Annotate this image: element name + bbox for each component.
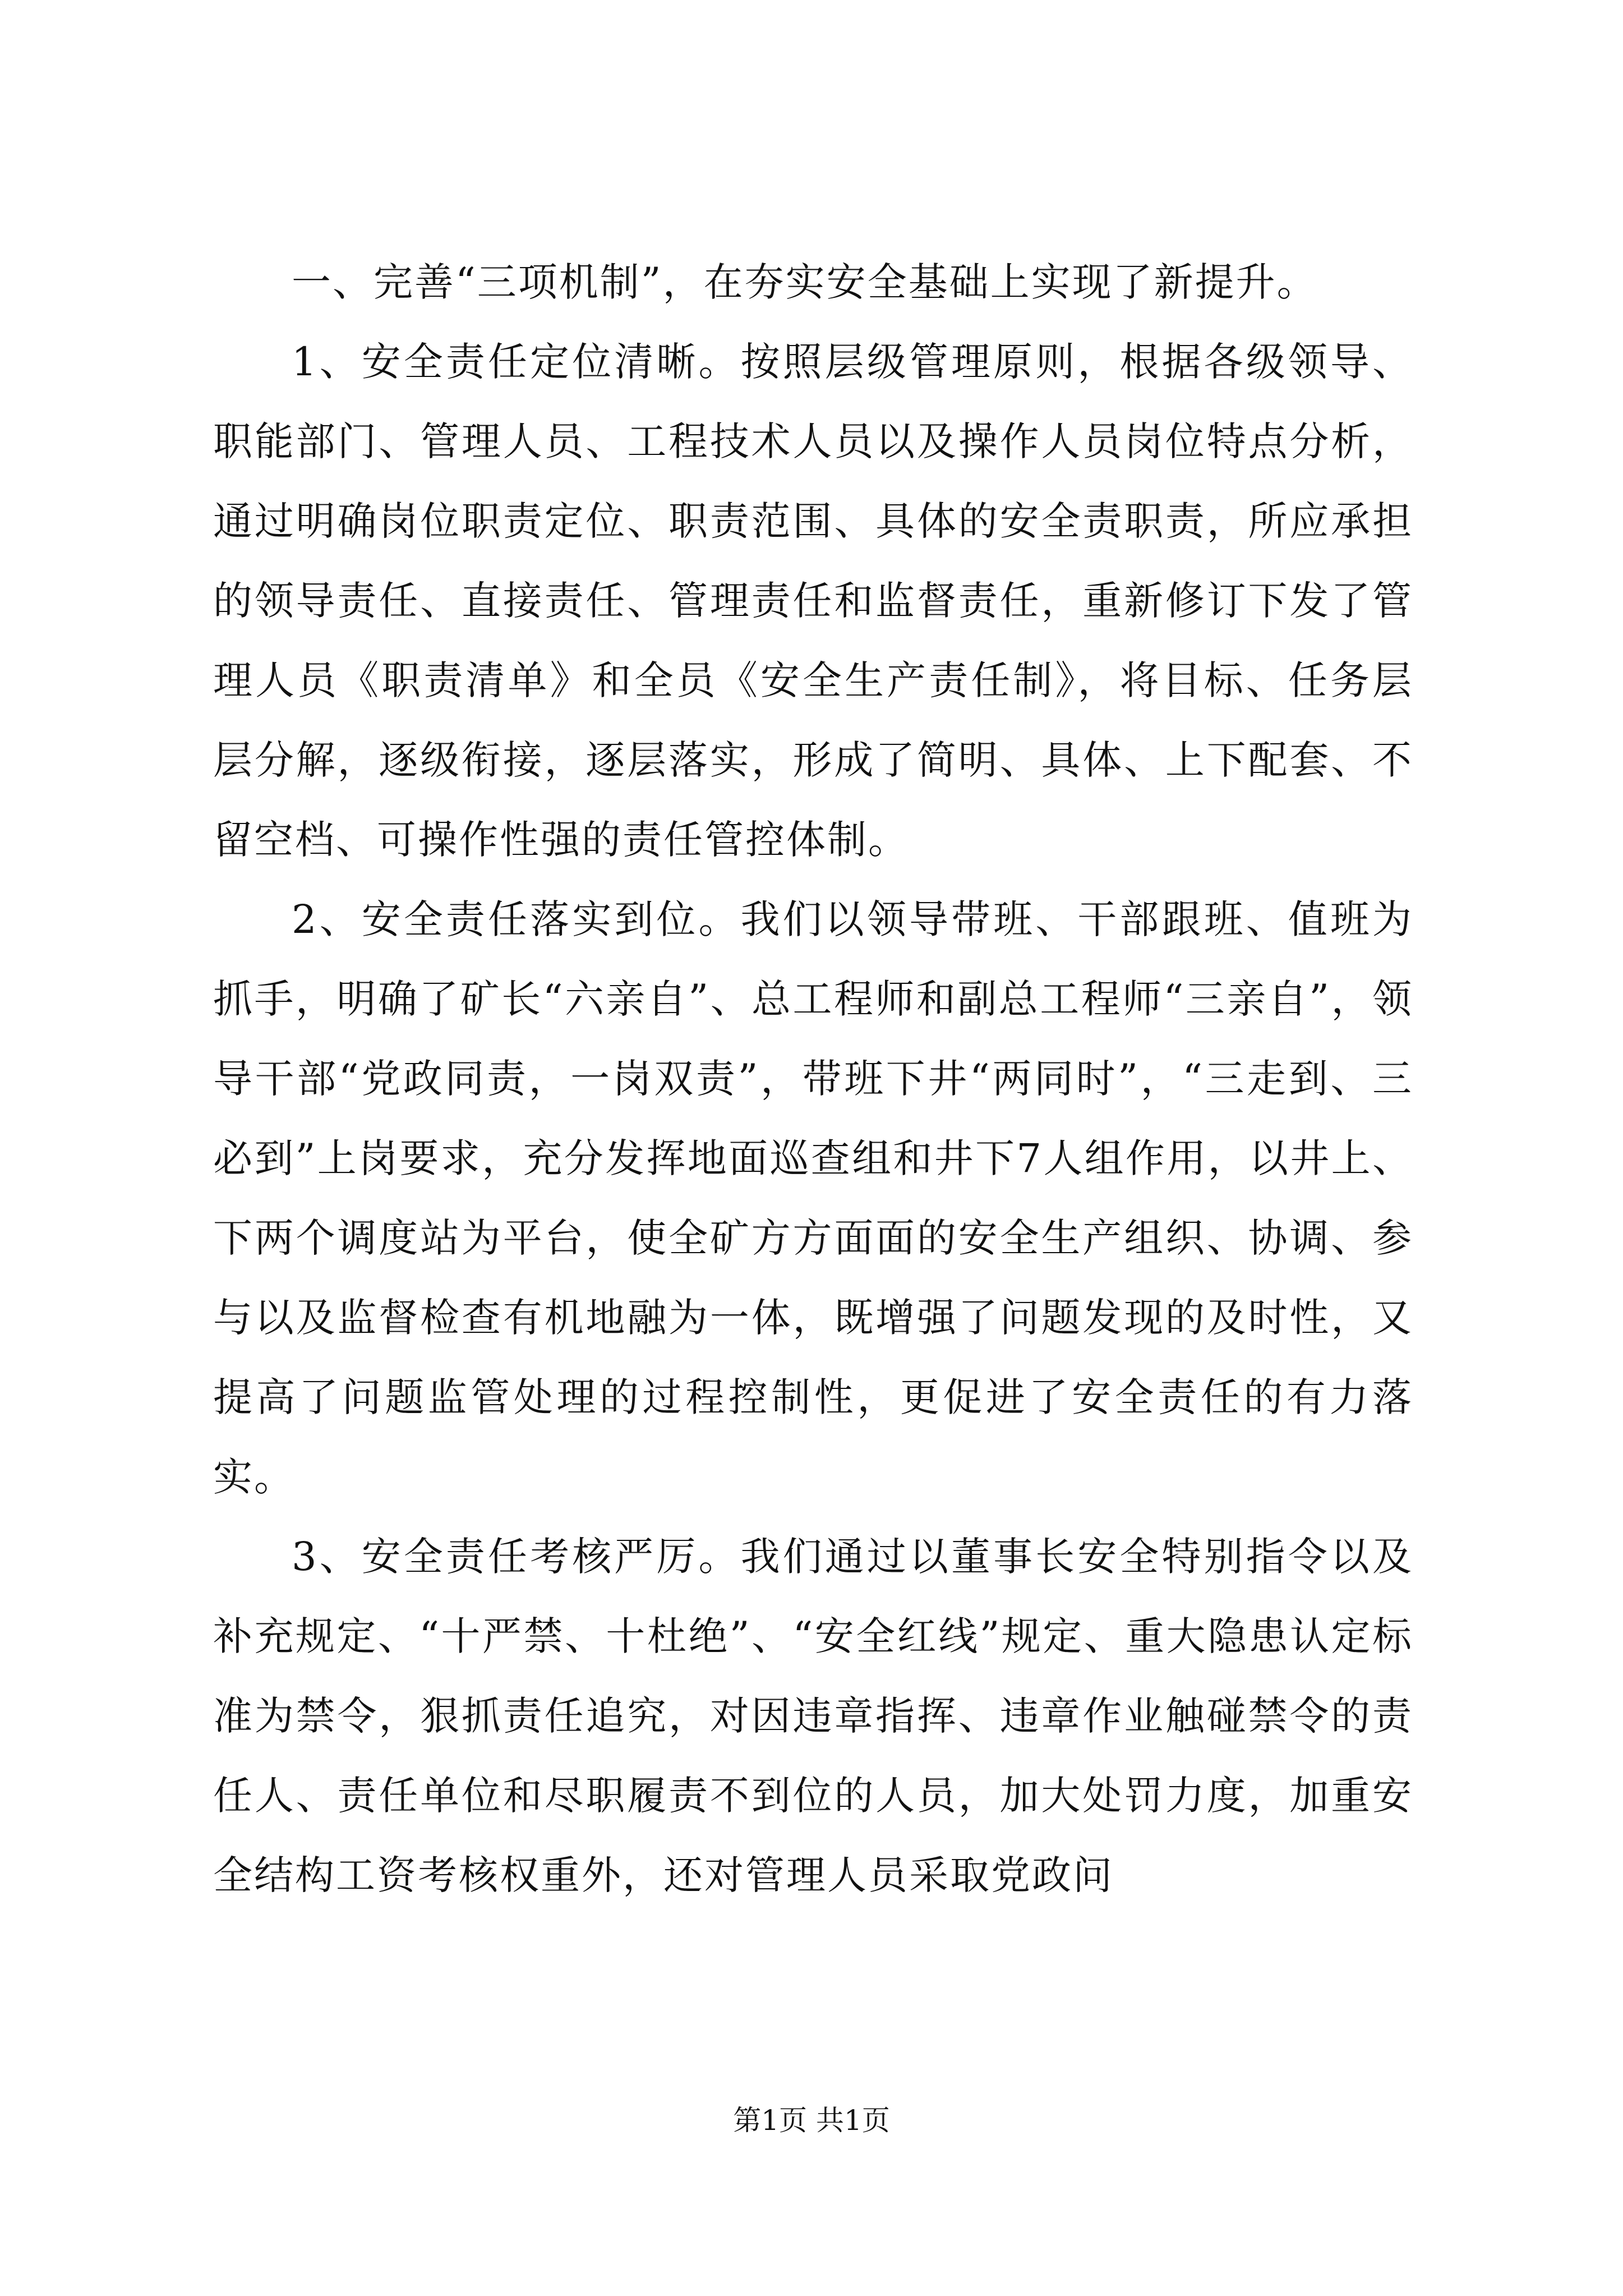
page-footer: 第1页 共1页	[733, 2104, 890, 2137]
paragraph-responsibility-assessment: 3、安全责任考核严厉。我们通过以董事长安全特别指令以及补充规定、“十严禁、十杜绝”、“安全红线”规定、重大隐患认定标准为禁令，狠抓责任追究，对因违章指挥、违章作业触碰禁令的责任人、责任单位和尽职履责不到位的人员，加大处罚力度，加重安全结构工资考核权重外，还对管理人员采取党政问	[213, 1534, 1413, 1898]
section-heading: 一、完善“三项机制”，在夯实安全基础上实现了新提升。	[292, 259, 1318, 305]
document-body	[213, 242, 1413, 1915]
paragraph-responsibility-implementation: 2、安全责任落实到位。我们以领导带班、干部跟班、值班为抓手，明确了矿长“六亲自”、总工程师和副总工程师“三亲自”，领导干部“党政同责，一岗双责”，带班下井“两同时”，“三走到、三必到”上岗要求，充分发挥地面巡查组和井下7人组作用，以井上、下两个调度站为平台，使全矿方方面面的安全生产组织、协调、参与以及监督检查有机地融为一体，既增强了问题发现的及时性，又提高了问题监管处理的过程控制性，更促进了安全责任的有力落实。	[213, 896, 1413, 1500]
paragraph-responsibility-positioning: 1、安全责任定位清晰。按照层级管理原则，根据各级领导、职能部门、管理人员、工程技术人员以及操作人员岗位特点分析，通过明确岗位职责定位、职责范围、具体的安全责职责，所应承担的领导责任、直接责任、管理责任和监督责任，重新修订下发了管理人员《职责清单》和全员《安全生产责任制》，将目标、任务层层分解，逐级衔接，逐层落实，形成了简明、具体、上下配套、不留空档、可操作性强的责任管控体制。	[213, 339, 1413, 863]
